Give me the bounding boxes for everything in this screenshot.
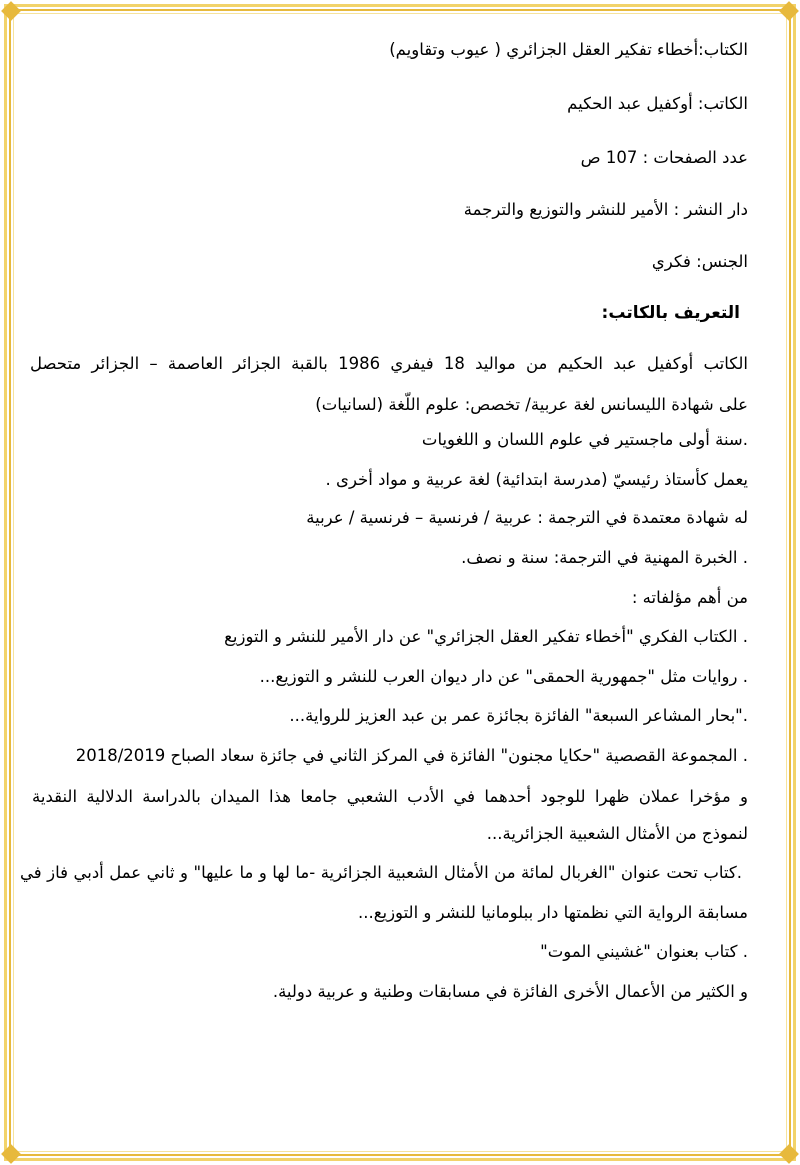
book-pages: عدد الصفحات : 107 ص [580, 148, 748, 167]
book-author: الكاتب: أوكفيل عبد الحكيم [567, 94, 748, 113]
bio-line: مسابقة الرواية التي نظمتها دار ببلومانيا للنشر و التوزيع... [357, 903, 748, 922]
bio-line: له شهادة معتمدة في الترجمة : عربية / فرنسية – فرنسية / عربية [306, 508, 748, 527]
bio-line: .كتاب تحت عنوان "الغربال لمائة من الأمثال الشعبية الجزائرية -ما لها و ما عليها" و ثاني عمل أدبي فاز في [20, 863, 742, 882]
bio-line: لنموذج من الأمثال الشعبية الجزائرية... [486, 824, 748, 843]
bio-line: .سنة أولى ماجستير في علوم اللسان و اللغويات [421, 430, 748, 449]
book-title: الكتاب:أخطاء تفكير العقل الجزائري ( عيوب وتقاويم) [389, 40, 748, 59]
bio-line: على شهادة الليسانس لغة عربية/ تخصص: علوم اللّغة (لسانيات) [315, 395, 748, 414]
bio-line: . المجموعة القصصية "حكايا مجنون" الفائزة في المركز الثاني في جائزة سعاد الصباح 2018/2019 [75, 746, 748, 765]
bio-line: الكاتب أوكفيل عبد الحكيم من مواليد 18 فيفري 1986 بالقبة الجزائر العاصمة – الجزائر متحصل [30, 354, 748, 373]
author-bio-heading: التعريف بالكاتب: [601, 303, 740, 323]
bio-line: . كتاب بعنوان "غشيني الموت" [540, 942, 748, 961]
book-publisher: دار النشر : الأمير للنشر والتوزيع والترجمة [463, 200, 748, 219]
bio-line: ."بحار المشاعر السبعة" الفائزة بجائزة عمر بن عبد العزيز للرواية... [289, 706, 748, 725]
bio-line: . الخبرة المهنية في الترجمة: سنة و نصف. [461, 548, 748, 567]
bio-line: من أهم مؤلفاته : [631, 588, 748, 607]
bio-line: و مؤخرا عملان ظهرا للوجود أحدهما في الأدب الشعبي جامعا هذا الميدان بالدراسة الدلالية النقدية [32, 787, 748, 806]
bio-line: . روايات مثل "جمهورية الحمقى" عن دار ديوان العرب للنشر و التوزيع... [259, 667, 748, 686]
book-genre: الجنس: فكري [651, 252, 748, 271]
bio-line: و الكثير من الأعمال الأخرى الفائزة في مسابقات وطنية و عربية دولية. [272, 982, 748, 1001]
bio-line: يعمل كأستاذ رئيسيّ (مدرسة ابتدائية) لغة عربية و مواد أخرى . [325, 470, 748, 489]
bio-line: . الكتاب الفكري "أخطاء تفكير العقل الجزائري" عن دار الأمير للنشر و التوزيع [224, 627, 748, 646]
